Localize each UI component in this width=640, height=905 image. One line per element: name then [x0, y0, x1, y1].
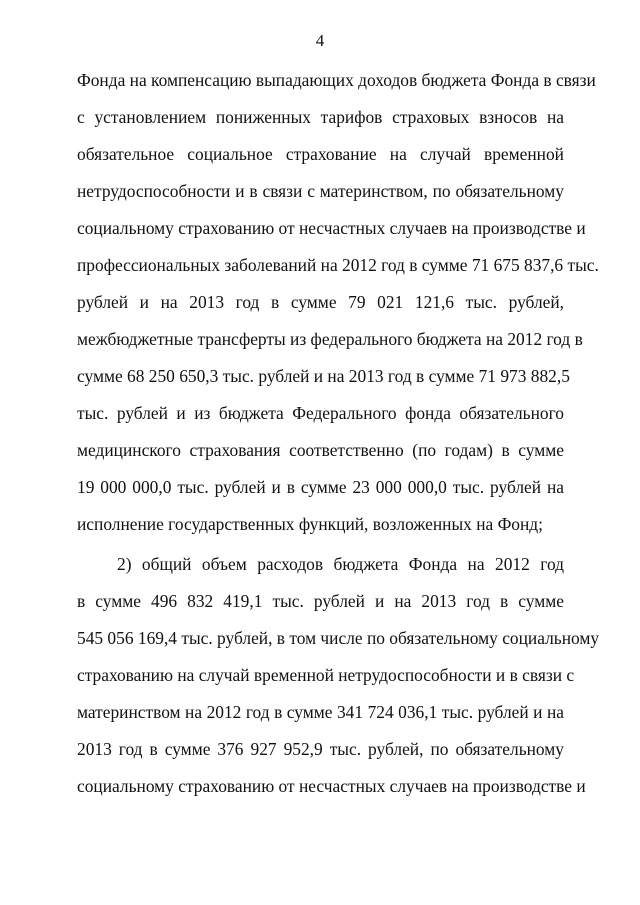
text-line: межбюджетные трансферты из федерального бюджета на 2012 год в	[77, 329, 583, 349]
text-line: тыс. рублей и из бюджета Федерального фонда обязательного	[77, 403, 564, 423]
text-line: 19 000 000,0 тыс. рублей и в сумме 23 000 000,0 тыс. рублей на	[77, 477, 564, 497]
text-line: материнством на 2012 год в сумме 341 724 036,1 тыс. рублей и на	[77, 702, 564, 722]
text-line: Фонда на компенсацию выпадающих доходов бюджета Фонда в связи	[77, 70, 596, 90]
page-number: 4	[315, 31, 325, 50]
text-line: социальному страхованию от несчастных случаев на производстве и	[77, 776, 586, 796]
text-line: медицинского страхования соответственно (по годам) в сумме	[77, 440, 564, 460]
text-line: исполнение государственных функций, возложенных на Фонд;	[77, 514, 543, 534]
text-line: в сумме 496 832 419,1 тыс. рублей и на 2013 год в сумме	[77, 591, 564, 611]
text-line: 2013 год в сумме 376 927 952,9 тыс. рублей, по обязательному	[77, 739, 564, 759]
text-line: сумме 68 250 650,3 тыс. рублей и на 2013 год в сумме 71 973 882,5	[77, 366, 570, 386]
list-item-start: 2) общий объем расходов бюджета Фонда на 2012 год	[117, 554, 564, 574]
text-line: страхованию на случай временной нетрудоспособности и в связи с	[77, 665, 575, 685]
text-line: нетрудоспособности и в связи с материнством, по обязательному	[77, 181, 564, 201]
text-line: рублей и на 2013 год в сумме 79 021 121,6 тыс. рублей,	[77, 292, 564, 312]
text-line: социальному страхованию от несчастных случаев на производстве и	[77, 218, 586, 238]
text-line: обязательное социальное страхование на случай временной	[77, 144, 564, 164]
text-line: с установлением пониженных тарифов страховых взносов на	[77, 107, 564, 127]
text-line: 545 056 169,4 тыс. рублей, в том числе по обязательному социальному	[77, 628, 600, 648]
text-line: профессиональных заболеваний на 2012 год в сумме 71 675 837,6 тыс.	[77, 255, 599, 275]
